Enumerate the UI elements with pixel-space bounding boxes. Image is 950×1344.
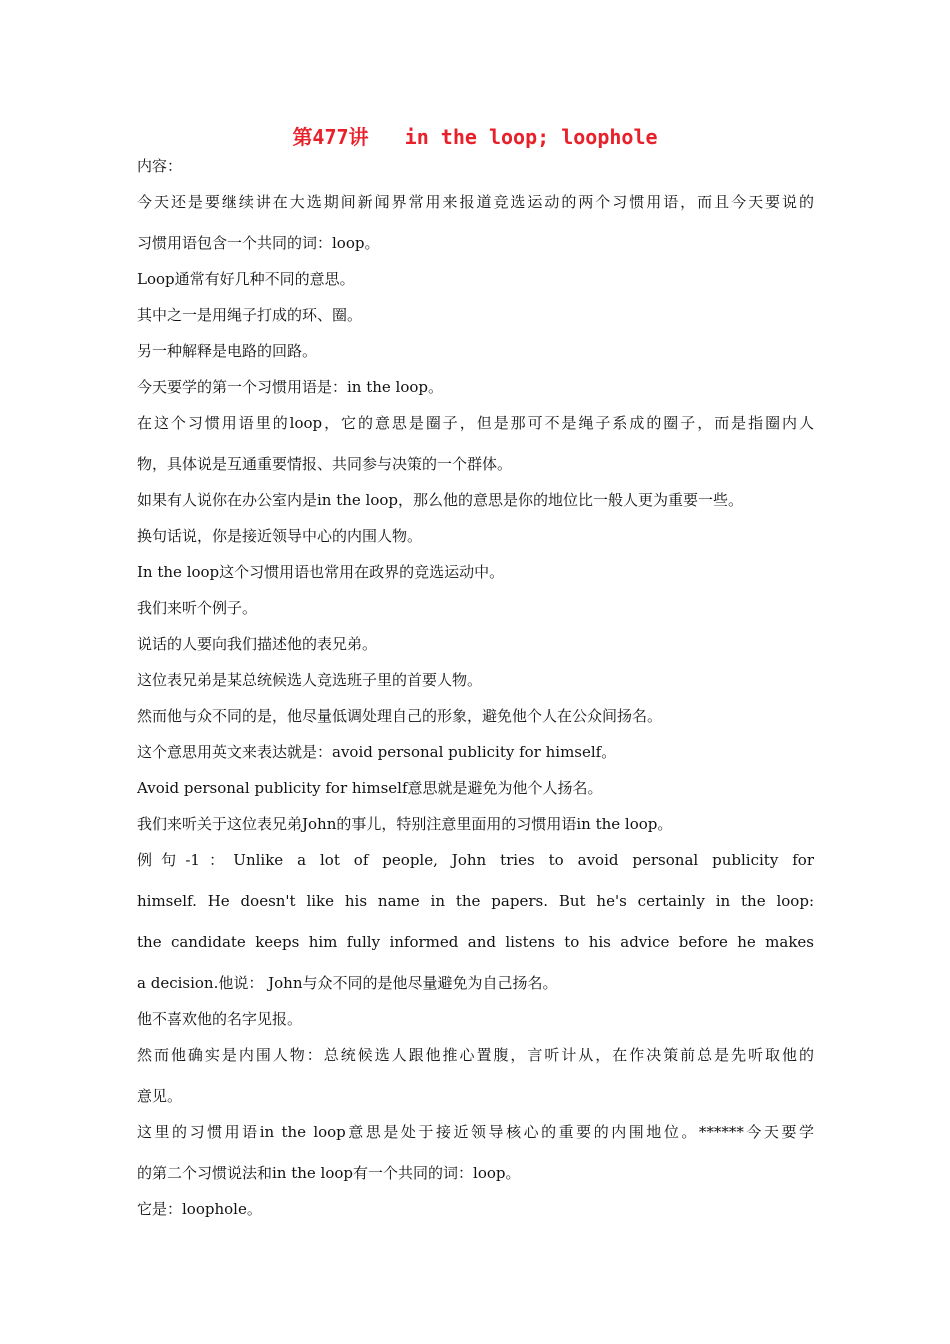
example-line: 例句-1：Unlike a lot of people, John tries to avoid personal publicity for xyxy=(137,851,814,869)
text-line: 物，具体说是互通重要情报、共同参与决策的一个群体。 xyxy=(137,455,513,473)
text-line: 这个意思用英文来表达就是：avoid personal publicity for himself。 xyxy=(137,743,617,761)
text-line: 意见。 xyxy=(137,1087,183,1105)
text-line: 说话的人要向我们描述他的表兄弟。 xyxy=(137,635,378,653)
text-line: 的第二个习惯说法和in the loop有一个共同的词：loop。 xyxy=(137,1164,521,1182)
document-body xyxy=(137,148,814,1227)
text-line: 今天还是要继续讲在大选期间新闻界常用来报道竞选运动的两个习惯用语，而且今天要说的 xyxy=(137,193,814,211)
text-line: 它是：loophole。 xyxy=(137,1200,262,1218)
text-line: 这位表兄弟是某总统候选人竞选班子里的首要人物。 xyxy=(137,671,483,689)
text-line: 如果有人说你在办公室内是in the loop，那么他的意思是你的地位比一般人更为重要一些。 xyxy=(137,491,744,509)
text-line: 我们来听个例子。 xyxy=(137,599,258,617)
text-line: 今天要学的第一个习惯用语是：in the loop。 xyxy=(137,378,444,396)
text-line: 然而他确实是内围人物：总统候选人跟他推心置腹，言听计从，在作决策前总是先听取他的 xyxy=(137,1046,814,1064)
lecture-title: 第477讲 in the loop; loophole xyxy=(292,125,658,149)
text-line: 换句话说，你是接近领导中心的内围人物。 xyxy=(137,527,423,545)
text-line: Loop通常有好几种不同的意思。 xyxy=(137,270,355,288)
text-line: 习惯用语包含一个共同的词：loop。 xyxy=(137,234,380,252)
text-line: In the loop这个习惯用语也常用在政界的竞选运动中。 xyxy=(137,563,505,581)
example-line: the candidate keeps him fully informed and listens to his advice before he makes xyxy=(137,933,814,951)
text-line: 内容： xyxy=(137,157,183,175)
text-line: 这里的习惯用语in the loop意思是处于接近领导核心的重要的内围地位。******今天要学 xyxy=(137,1123,814,1141)
text-line: 在这个习惯用语里的loop，它的意思是圈子，但是那可不是绳子系成的圈子，而是指圈内人 xyxy=(137,414,814,432)
example-line: a decision.他说： John与众不同的是他尽量避免为自己扬名。 xyxy=(137,974,558,992)
text-line: 然而他与众不同的是，他尽量低调处理自己的形象，避免他个人在公众间扬名。 xyxy=(137,707,663,725)
text-line: Avoid personal publicity for himself意思就是避免为他个人扬名。 xyxy=(137,779,603,797)
text-line: 他不喜欢他的名字见报。 xyxy=(137,1010,303,1028)
example-line: himself. He doesn't like his name in the papers. But he's certainly in the loop: xyxy=(137,892,814,910)
text-line: 另一种解释是电路的回路。 xyxy=(137,342,318,360)
text-line: 其中之一是用绳子打成的环、圈。 xyxy=(137,306,363,324)
text-line: 我们来听关于这位表兄弟John的事儿，特别注意里面用的习惯用语in the loop。 xyxy=(137,815,673,833)
